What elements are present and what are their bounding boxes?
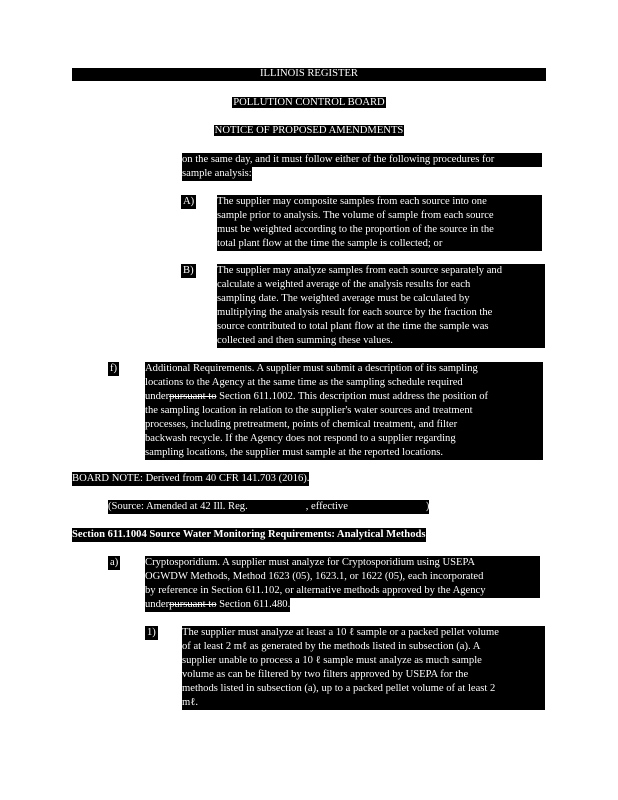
board-title: POLLUTION CONTROL BOARD <box>233 97 385 108</box>
board-note: BOARD NOTE: Derived from 40 CFR 141.703 (2016). <box>72 473 310 484</box>
struck-text: pursuant to <box>169 599 217 610</box>
source-citation: (Source: Amended at 42 Ill. Reg. , effective ) <box>108 501 430 512</box>
item-a-upper-marker: A) <box>183 196 195 207</box>
notice-title: NOTICE OF PROPOSED AMENDMENTS <box>214 125 404 136</box>
item-a-lower-marker: a) <box>110 557 119 568</box>
section-heading: Section 611.1004 Source Water Monitoring Requirements: Analytical Methods <box>72 529 426 540</box>
item-b-upper-paragraph: The supplier may analyze samples from each source separately and calculate a weighted average of the analysis results for each sampling date. The weighted average must be calculated by multiplying the analysis result for each source by the fraction the source contributed to total plant flow at the time the sample was collected and then summing these values. <box>217 264 545 348</box>
intro-paragraph: on the same day, and it must follow either of the following procedures for sample analysis: <box>182 153 542 181</box>
item-b-upper-marker: B) <box>183 265 194 276</box>
item-1-paragraph: The supplier must analyze at least a 10 ℓ sample or a packed pellet volume of at least 2 mℓ as generated by the methods listed in subsection (a). A supplier unable to process a 10 ℓ sample must analyze as much sample volume as can be filtered by two filters approved by USEPA for the methods listed in subsection (a), up to a packed pellet volume of at least 2 mℓ. <box>182 626 545 710</box>
item-a-upper-paragraph: The supplier may composite samples from each source into one sample prior to analysis. The volume of sample from each source must be weighted according to the proportion of the source in the total plant flow at the time the sample is collected; or <box>217 195 542 251</box>
item-f-marker: f) <box>110 363 118 374</box>
register-title: ILLINOIS REGISTER <box>260 68 358 79</box>
struck-text: pursuant to <box>169 391 217 402</box>
item-f-paragraph: Additional Requirements. A supplier must submit a description of its sampling locations to the Agency at the same time as the sampling schedule required underpursuant to Section 611.1002. This description must address the position of the sampling location in relation to the supplier's water sources and treatment processes, including pretreatment, points of chemical treatment, and filter backwash recycle. If the Agency does not respond to a supplier regarding sampling locations, the supplier must sample at the reported locations. <box>145 362 543 460</box>
item-1-marker: 1) <box>147 627 156 638</box>
item-a-lower-paragraph: Cryptosporidium. A supplier must analyze for Cryptosporidium using USEPA OGWDW Methods, Method 1623 (05), 1623.1, or 1622 (05), each incorporated by reference in Section 611.102, or alternative methods approved by the Agency underpursuant to Section 611.480. <box>145 556 540 612</box>
